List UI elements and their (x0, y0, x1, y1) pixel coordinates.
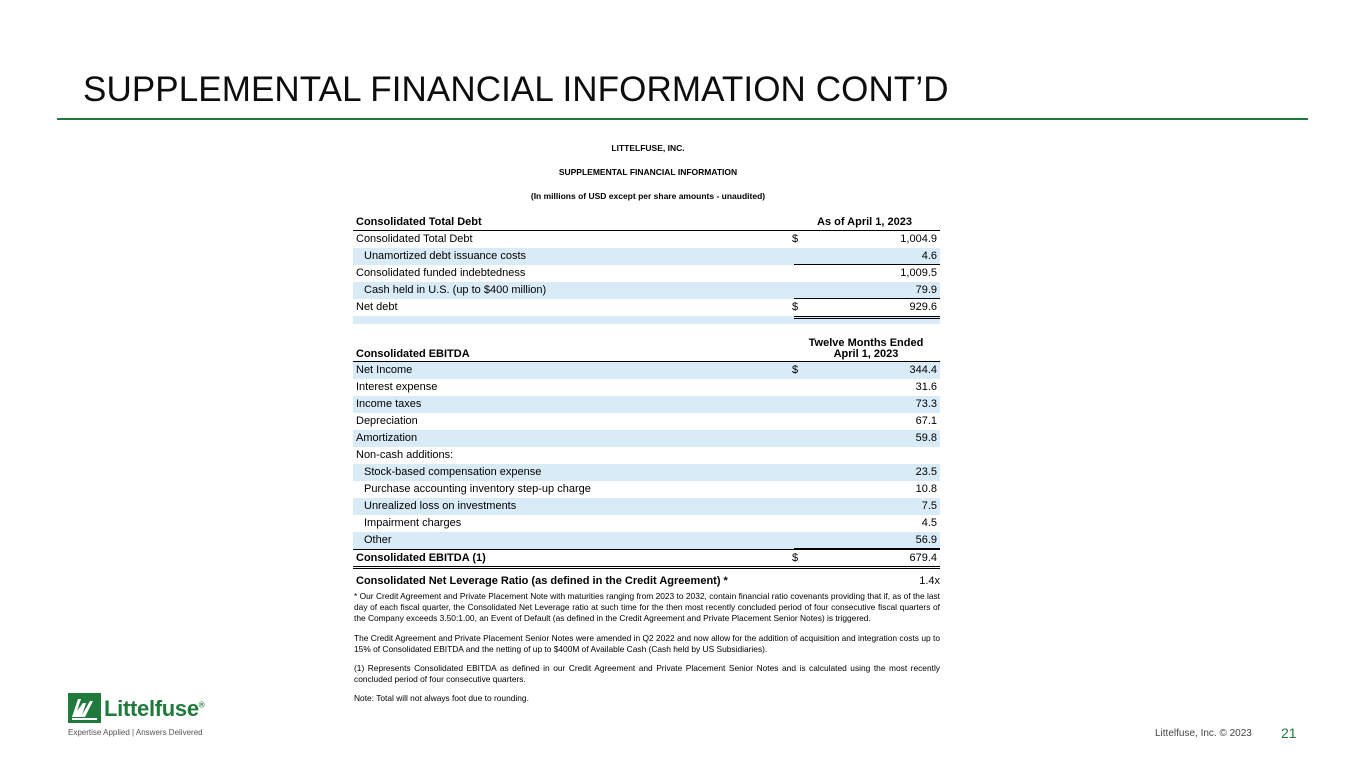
table-row: Net debt $ 929.6 (353, 299, 940, 316)
table-row: Unrealized loss on investments 7.5 (353, 498, 940, 515)
littelfuse-mark-icon (68, 693, 101, 723)
footnote: (1) Represents Consolidated EBITDA as defined in our Credit Agreement and Private Placement Senior Notes and is calculated using the most recently concluded period of four consecutive quarters. (354, 663, 940, 685)
leverage-ratio-value: 1.4x (919, 575, 940, 587)
table-row: Impairment charges 4.5 (364, 517, 937, 529)
table-row: Net Income $ 344.4 (353, 362, 940, 379)
document-heading: SUPPLEMENTAL FINANCIAL INFORMATION (558, 167, 738, 177)
debt-section-label: Consolidated Total Debt (356, 216, 482, 228)
footnote: Note: Total will not always foot due to rounding. (354, 693, 529, 704)
ebitda-table (353, 324, 940, 566)
title-divider (57, 118, 1308, 120)
company-name: LITTELFUSE, INC. (611, 143, 685, 153)
ebitda-table-header (353, 324, 940, 362)
table-row: Other 56.9 (353, 532, 940, 549)
leverage-ratio-row (353, 572, 943, 590)
total-double-rule (794, 316, 940, 319)
leverage-ratio-label: Consolidated Net Leverage Ratio (as defined in the Credit Agreement) * (356, 575, 728, 587)
table-row: Depreciation 67.1 (356, 415, 937, 427)
financial-document (353, 140, 943, 705)
footnote: * Our Credit Agreement and Private Placement Note with maturities ranging from 2023 to 2032, contain financial ratio covenants providing that if, as of the last day of each fiscal quarter, the Consolidated Net Leverage ratio at such time for the then most recently concluded period of four consecutive fiscal quarters of the Company exceeds 3.50:1.00, an Event of Default (as defined in the Credit Agreement and Private Placement Senior Notes) is triggered. (354, 591, 940, 624)
footnote: The Credit Agreement and Private Placement Senior Notes were amended in Q2 2022 and now allow for the addition of acquisition and integration costs up to 15% of Consolidated EBITDA and the netting of up to $400M of Available Cash (Cash held by US Subsidiaries). (354, 632, 940, 654)
total-double-rule (353, 566, 940, 569)
footnotes (353, 591, 943, 705)
table-row: Income taxes 73.3 (353, 396, 940, 413)
document-subheading: (In millions of USD except per share amounts - unaudited) (530, 191, 766, 201)
logo-wordmark: Littelfuse® (104, 696, 205, 721)
table-row: Cash held in U.S. (up to $400 million) 79.9 (353, 282, 940, 299)
debt-column-label: As of April 1, 2023 (817, 216, 912, 228)
footer-copyright: Littelfuse, Inc. © 2023 (1155, 728, 1252, 739)
table-row: Consolidated funded indebtedness 1,009.5 (356, 267, 937, 279)
table-row: Purchase accounting inventory step-up charge 10.8 (364, 483, 937, 495)
table-row: Stock-based compensation expense 23.5 (353, 464, 940, 481)
document-header (353, 140, 943, 214)
table-row: Consolidated Total Debt $ 1,004.9 (356, 233, 937, 245)
ebitda-total-row: Consolidated EBITDA (1) $ 679.4 (353, 549, 940, 566)
table-row: Amortization 59.8 (353, 430, 940, 447)
ebitda-section-label: Consolidated EBITDA (356, 348, 470, 360)
table-row: Unamortized debt issuance costs 4.6 (353, 248, 940, 265)
page-title: SUPPLEMENTAL FINANCIAL INFORMATION CONT’D (83, 70, 949, 109)
debt-table (353, 214, 940, 324)
table-row: Interest expense 31.6 (356, 381, 937, 393)
page-number: 21 (1281, 725, 1297, 741)
logo-tagline: Expertise Applied | Answers Delivered (68, 728, 203, 737)
table-row: Non-cash additions: (356, 449, 454, 461)
ebitda-column-label: Twelve Months Ended April 1, 2023 (808, 337, 924, 360)
debt-table-header (353, 214, 940, 231)
